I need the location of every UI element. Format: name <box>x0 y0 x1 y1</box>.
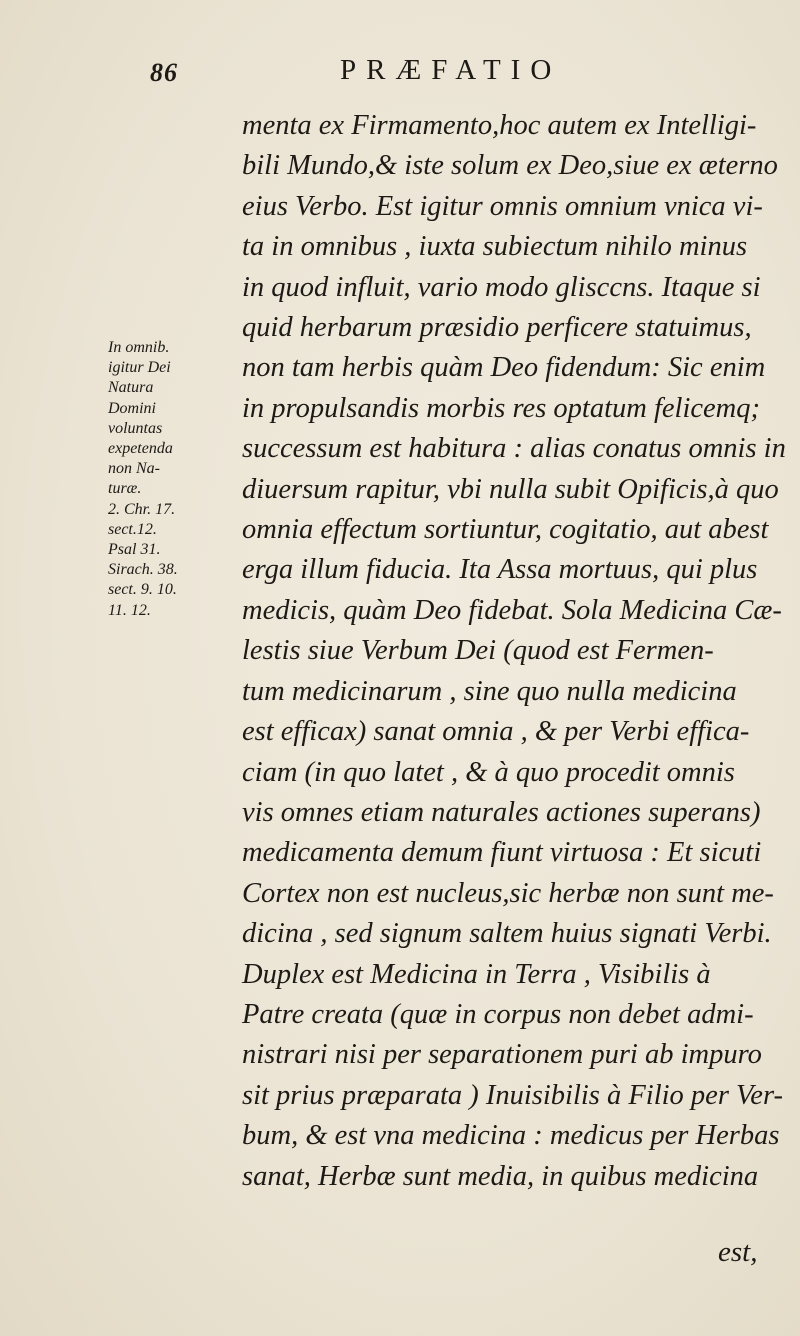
margin-note: sect. 9. 10. <box>108 581 177 599</box>
text-line: menta ex Firmamento,hoc autem ex Intelligi- <box>242 110 757 141</box>
margin-note: Sirach. 38. <box>108 561 178 579</box>
text-line: in propulsandis morbis res optatum felicemq; <box>242 392 760 424</box>
text-line: bum, & est vna medicina : medicus per Herbas <box>242 1120 780 1152</box>
text-line: omnia effectum sortiuntur, cogitatio, aut abest <box>242 514 769 546</box>
margin-note: In omnib. <box>108 339 170 356</box>
margin-note: turæ. <box>108 480 142 498</box>
text-line: Patre creata (quæ in corpus non debet admi- <box>242 998 754 1030</box>
margin-note: voluntas <box>108 419 163 437</box>
text-line: diuersum rapitur, vbi nulla subit Opificis,à quo <box>242 473 779 505</box>
margin-note: 2. Chr. 17. <box>108 500 176 518</box>
text-line: sit prius præparata ) Inuisibilis à Filio per Ver- <box>242 1079 783 1111</box>
text-line: lestis siue Verbum Dei (quod est Fermen- <box>242 635 714 667</box>
text-line: in quod influit, vario modo glisccns. Itaque si <box>242 271 761 303</box>
text-line: dicina , sed signum saltem huius signati Verbi. <box>242 918 772 950</box>
text-line: erga illum fiducia. Ita Assa mortuus, qui plus <box>242 554 758 586</box>
text-line: nistrari nisi per separationem puri ab impuro <box>242 1039 762 1071</box>
text-line: sanat, Herbæ sunt media, in quibus medicina <box>242 1160 759 1192</box>
text-line: medicamenta demum fiunt virtuosa : Et sicuti <box>242 837 762 869</box>
body-text <box>242 106 786 1197</box>
margin-note: igitur Dei <box>108 359 171 377</box>
margin-note: Domini <box>108 399 156 417</box>
page-number: 86 <box>150 58 178 87</box>
text-line: vis omnes etiam naturales actiones superans) <box>242 796 761 828</box>
margin-note: expetenda <box>108 440 173 458</box>
text-line: quid herbarum præsidio perficere statuimus, <box>242 312 752 344</box>
catchword: est, <box>718 1236 758 1268</box>
text-line: non tam herbis quàm Deo fidendum: Sic enim <box>242 352 766 384</box>
margin-note: non Na- <box>108 460 160 478</box>
running-head: PRÆFATIO <box>340 54 562 86</box>
text-line: successum est habitura : alias conatus omnis in <box>242 433 786 465</box>
margin-note: sect.12. <box>108 520 157 538</box>
text-line: Duplex est Medicina in Terra , Visibilis à <box>242 958 711 990</box>
text-line: est efficax) sanat omnia , & per Verbi effica- <box>242 716 750 748</box>
text-line: eius Verbo. Est igitur omnis omnium vnica vi- <box>242 190 763 222</box>
text-line: tum medicinarum , sine quo nulla medicina <box>242 675 737 707</box>
margin-note: Psal 31. <box>108 541 161 559</box>
text-line: bili Mundo,& iste solum ex Deo,siue ex æterno <box>242 150 778 182</box>
text-line: Cortex non est nucleus,sic herbæ non sunt me- <box>242 877 774 909</box>
margin-note: 11. 12. <box>108 601 151 619</box>
text-line: medicis, quàm Deo fidebat. Sola Medicina Cæ- <box>242 594 782 626</box>
margin-note: Natura <box>108 379 154 397</box>
text-line: ta in omnibus , iuxta subiectum nihilo minus <box>242 231 748 263</box>
text-line: ciam (in quo latet , & à quo procedit omnis <box>242 756 735 788</box>
margin-notes <box>108 338 248 621</box>
